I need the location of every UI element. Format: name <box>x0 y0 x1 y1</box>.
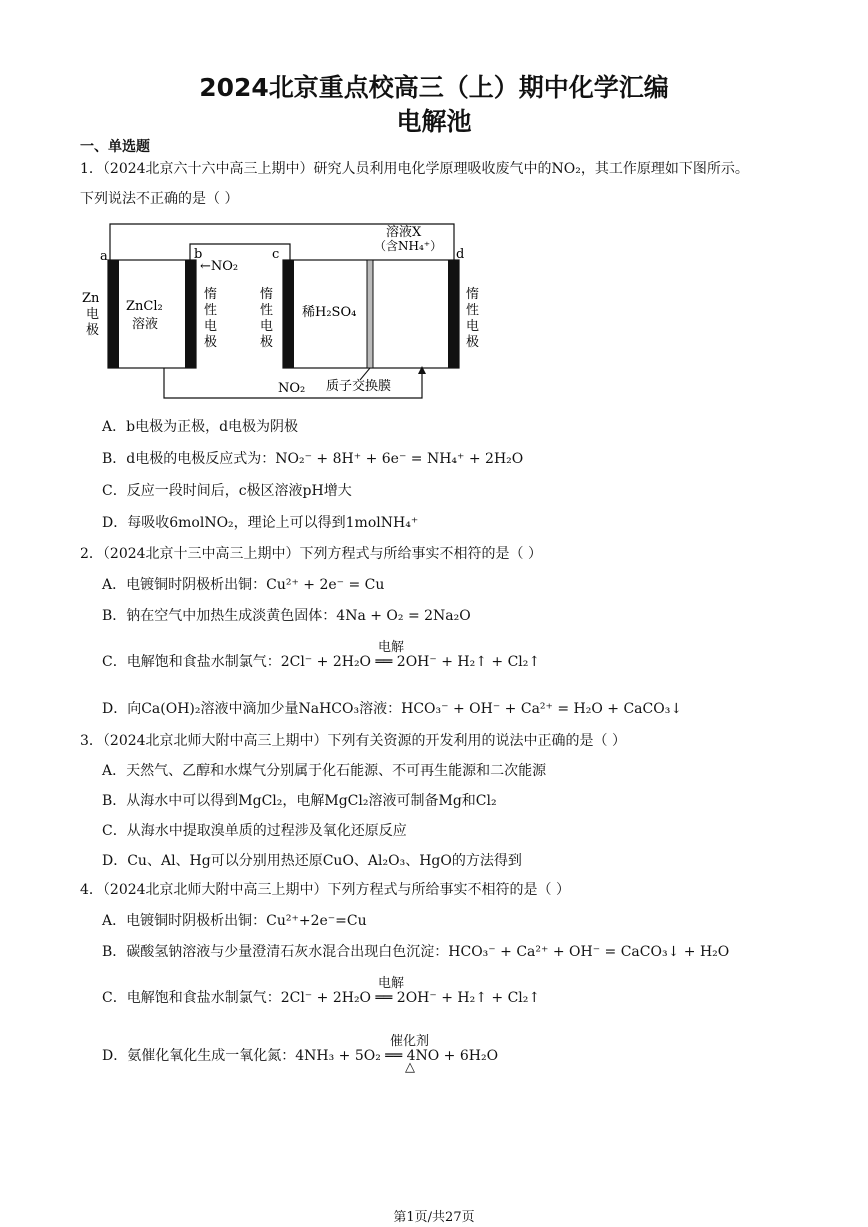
electrolysis-diagram <box>82 218 502 403</box>
q3-option-c: C．从海水中提取溴单质的过程涉及氧化还原反应 <box>102 823 407 839</box>
q2-electrolysis-condition: 电解 <box>378 640 405 655</box>
zn-text-3: 极 <box>86 323 100 338</box>
q2-option-d: D．向Ca(OH)₂溶液中滴加少量NaHCO₃溶液：HCO₃⁻ + OH⁻ + Ca²⁺ = H₂O + CaCO₃↓ <box>102 701 683 717</box>
q1-stem: 1．（2024北京六十六中高三上期中）研究人员利用电化学原理吸收废气中的NO₂，其工作原理如下图所示。 <box>80 161 749 177</box>
c-text-2: 性 <box>260 303 274 318</box>
b-text-4: 极 <box>204 335 218 350</box>
label-a: a <box>100 249 108 264</box>
pipe-arrow <box>418 366 426 374</box>
q3-option-d: D．Cu、Al、Hg可以分别用热还原CuO、Al₂O₃、HgO的方法得到 <box>102 853 522 869</box>
electrode-c <box>283 260 294 368</box>
d-text-1: 惰 <box>466 287 480 302</box>
electrode-a <box>108 260 119 368</box>
label-c: c <box>272 247 280 262</box>
page-footer: 第1页/共27页 <box>393 1210 475 1225</box>
electrode-b <box>185 260 196 368</box>
label-d: d <box>456 247 465 262</box>
no2-inlet-label: ←NO₂ <box>200 259 239 274</box>
zncl2-solution: 溶液 <box>132 317 159 332</box>
c-text-1: 惰 <box>260 287 274 302</box>
q4-stem: 4．（2024北京北师大附中高三上期中）下列方程式与所给事实不相符的是（ ） <box>80 882 570 898</box>
q1-option-b: B．d电极的电极反应式为：NO₂⁻ + 8H⁺ + 6e⁻ = NH₄⁺ + 2H₂O <box>102 451 524 467</box>
q4-heat-condition: △ <box>405 1060 415 1075</box>
page-title: 2024北京重点校高三（上）期中化学汇编 <box>199 73 669 102</box>
electrode-d <box>448 260 459 368</box>
q2-stem: 2．（2024北京十三中高三上期中）下列方程式与所给事实不相符的是（ ） <box>80 546 542 562</box>
d-text-2: 性 <box>466 303 480 318</box>
q1-option-c: C．反应一段时间后，c极区溶液pH增大 <box>102 483 352 499</box>
q3-option-a: A．天然气、乙醇和水煤气分别属于化石能源、不可再生能源和二次能源 <box>102 763 547 779</box>
zn-text-1: Zn <box>82 291 100 306</box>
q3-option-b: B．从海水中可以得到MgCl₂，电解MgCl₂溶液可制备Mg和Cl₂ <box>102 793 497 809</box>
b-text-3: 电 <box>204 319 218 334</box>
q3-stem: 3．（2024北京北师大附中高三上期中）下列有关资源的开发利用的说法中正确的是（ ） <box>80 733 626 749</box>
q4-option-c: C．电解饱和食盐水制氯气：2Cl⁻ + 2H₂O ══ 2OH⁻ + H₂↑ + Cl₂↑ <box>102 990 541 1006</box>
h2so4-label: 稀H₂SO₄ <box>302 305 357 320</box>
proton-exchange-membrane <box>367 260 373 368</box>
c-text-4: 极 <box>260 335 274 350</box>
b-text-1: 惰 <box>204 287 218 302</box>
solution-x-note: （含NH₄⁺） <box>374 239 443 253</box>
d-text-3: 电 <box>466 319 480 334</box>
q1-option-d: D．每吸收6molNO₂，理论上可以得到1molNH₄⁺ <box>102 515 419 531</box>
c-text-3: 电 <box>260 319 274 334</box>
zncl2-label: ZnCl₂ <box>126 299 163 314</box>
d-text-4: 极 <box>466 335 480 350</box>
q4-electrolysis-condition: 电解 <box>378 976 405 991</box>
q2-option-b: B．钠在空气中加热生成淡黄色固体：4Na + O₂ = 2Na₂O <box>102 608 471 624</box>
q1-stem-2: 下列说法不正确的是（ ） <box>80 191 239 207</box>
q4-catalyst-condition: 催化剂 <box>390 1034 430 1049</box>
q2-option-c: C．电解饱和食盐水制氯气：2Cl⁻ + 2H₂O ══ 2OH⁻ + H₂↑ + Cl₂↑ <box>102 654 541 670</box>
q4-option-b: B．碳酸氢钠溶液与少量澄清石灰水混合出现白色沉淀：HCO₃⁻ + Ca²⁺ + OH⁻ = CaCO₃↓ + H₂O <box>102 944 730 960</box>
q2-option-a: A．电镀铜时阴极析出铜：Cu²⁺ + 2e⁻ = Cu <box>102 577 385 593</box>
page-subtitle: 电解池 <box>396 107 472 136</box>
section-heading: 一、单选题 <box>80 139 150 155</box>
q1-option-a: A．b电极为正极，d电极为阴极 <box>102 419 299 435</box>
cell-left <box>108 260 196 368</box>
solution-x-label: 溶液X <box>386 225 422 240</box>
q4-option-a: A．电镀铜时阴极析出铜：Cu²⁺+2e⁻=Cu <box>102 913 367 929</box>
zn-text-2: 电 <box>86 307 100 322</box>
membrane-label: 质子交换膜 <box>326 379 392 394</box>
b-text-2: 性 <box>204 303 218 318</box>
label-b: b <box>194 247 203 262</box>
q4-option-d: D．氨催化氧化生成一氧化氮：4NH₃ + 5O₂ ══ 4NO + 6H₂O <box>102 1048 499 1064</box>
no2-bottom-label: NO₂ <box>278 381 306 396</box>
